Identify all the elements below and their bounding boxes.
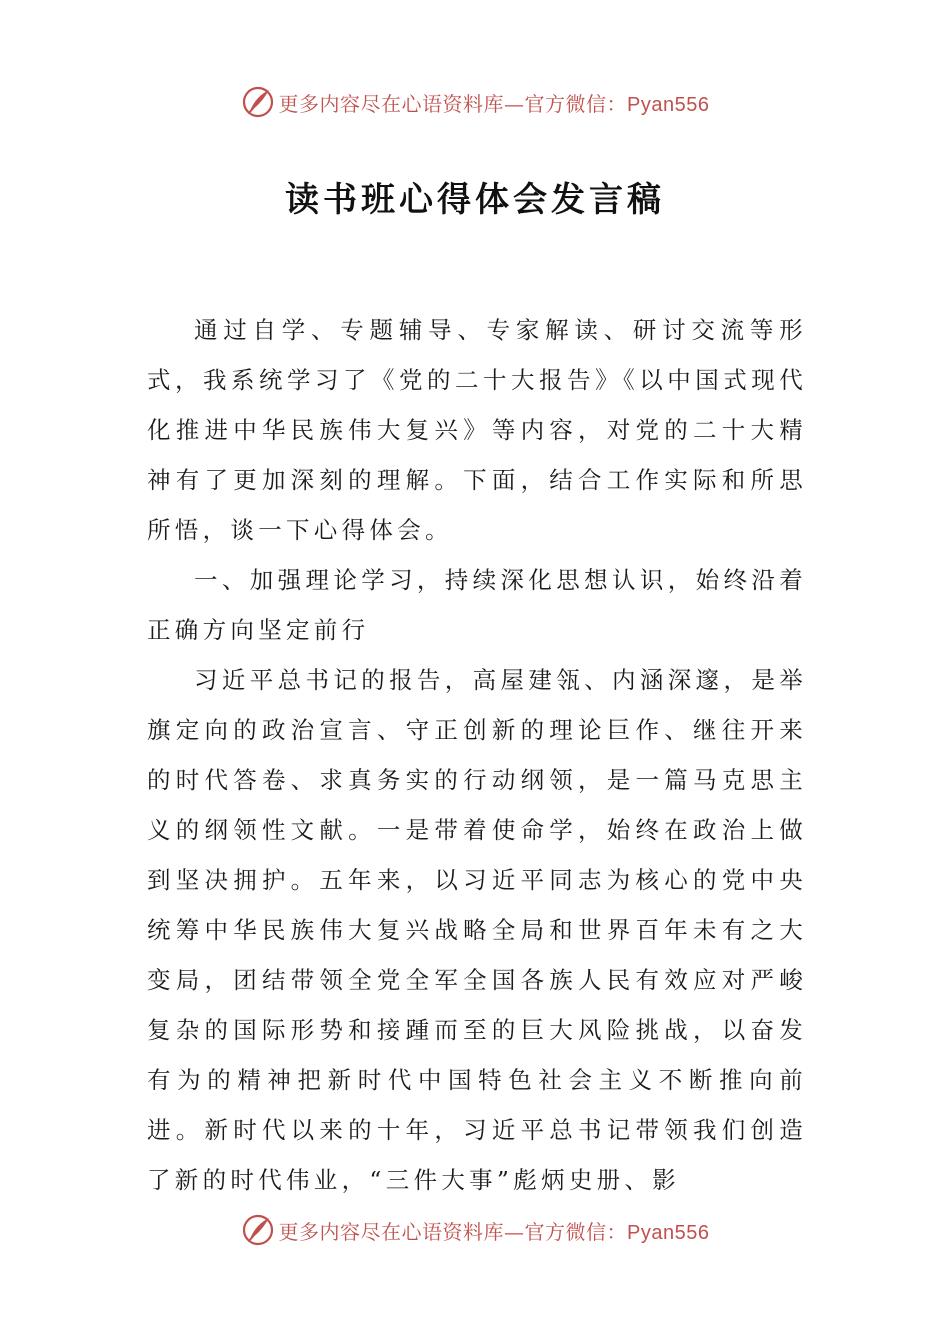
watermark-label: 更多内容尽在心语资料库—官方微信： [278, 91, 628, 116]
quill-logo-icon [241, 85, 275, 119]
watermark-text [279, 88, 710, 117]
paragraph-intro: 通过自学、专题辅导、专家解读、研讨交流等形式，我系统学习了《党的二十大报告》《以中国式现代化推进中华民族伟大复兴》等内容，对党的二十大精神有了更加深刻的理解。下面，结合工作实际和所思所悟，谈一下心得体会。 [147, 316, 807, 544]
wechat-id: Pyan556 [627, 93, 710, 116]
paragraph-heading-1: 一、加强理论学习，持续深化思想认识，始终沿着正确方向坚定前行 [147, 566, 807, 644]
paragraph-body-1: 习近平总书记的报告，高屋建瓴、内涵深邃，是举旗定向的政治宣言、守正创新的理论巨作、继往开来的时代答卷、求真务实的行动纲领，是一篇马克思主义的纲领性文献。一是带着使命学，始终在政治上做到坚决拥护。五年来，以习近平同志为核心的党中央统筹中华民族伟大复兴战略全局和世界百年未有之大变局，团结带领全党全军全国各族人民有效应对严峻复杂的国际形势和接踵而至的巨大风险挑战，以奋发有为的精神把新时代中国特色社会主义不断推向前进。新时代以来的十年，习近平总书记带领我们创造了新的时代伟业，“三件大事”彪炳史册、影 [147, 666, 807, 1194]
document-title: 读书班心得体会发言稿 [285, 180, 665, 220]
watermark-text [279, 1216, 710, 1245]
wechat-id: Pyan556 [627, 1221, 710, 1244]
document-body [147, 305, 807, 1205]
watermark-label: 更多内容尽在心语资料库—官方微信： [278, 1219, 628, 1244]
header-watermark [0, 82, 950, 122]
quill-logo-icon [241, 1213, 275, 1247]
footer-watermark [0, 1210, 950, 1250]
